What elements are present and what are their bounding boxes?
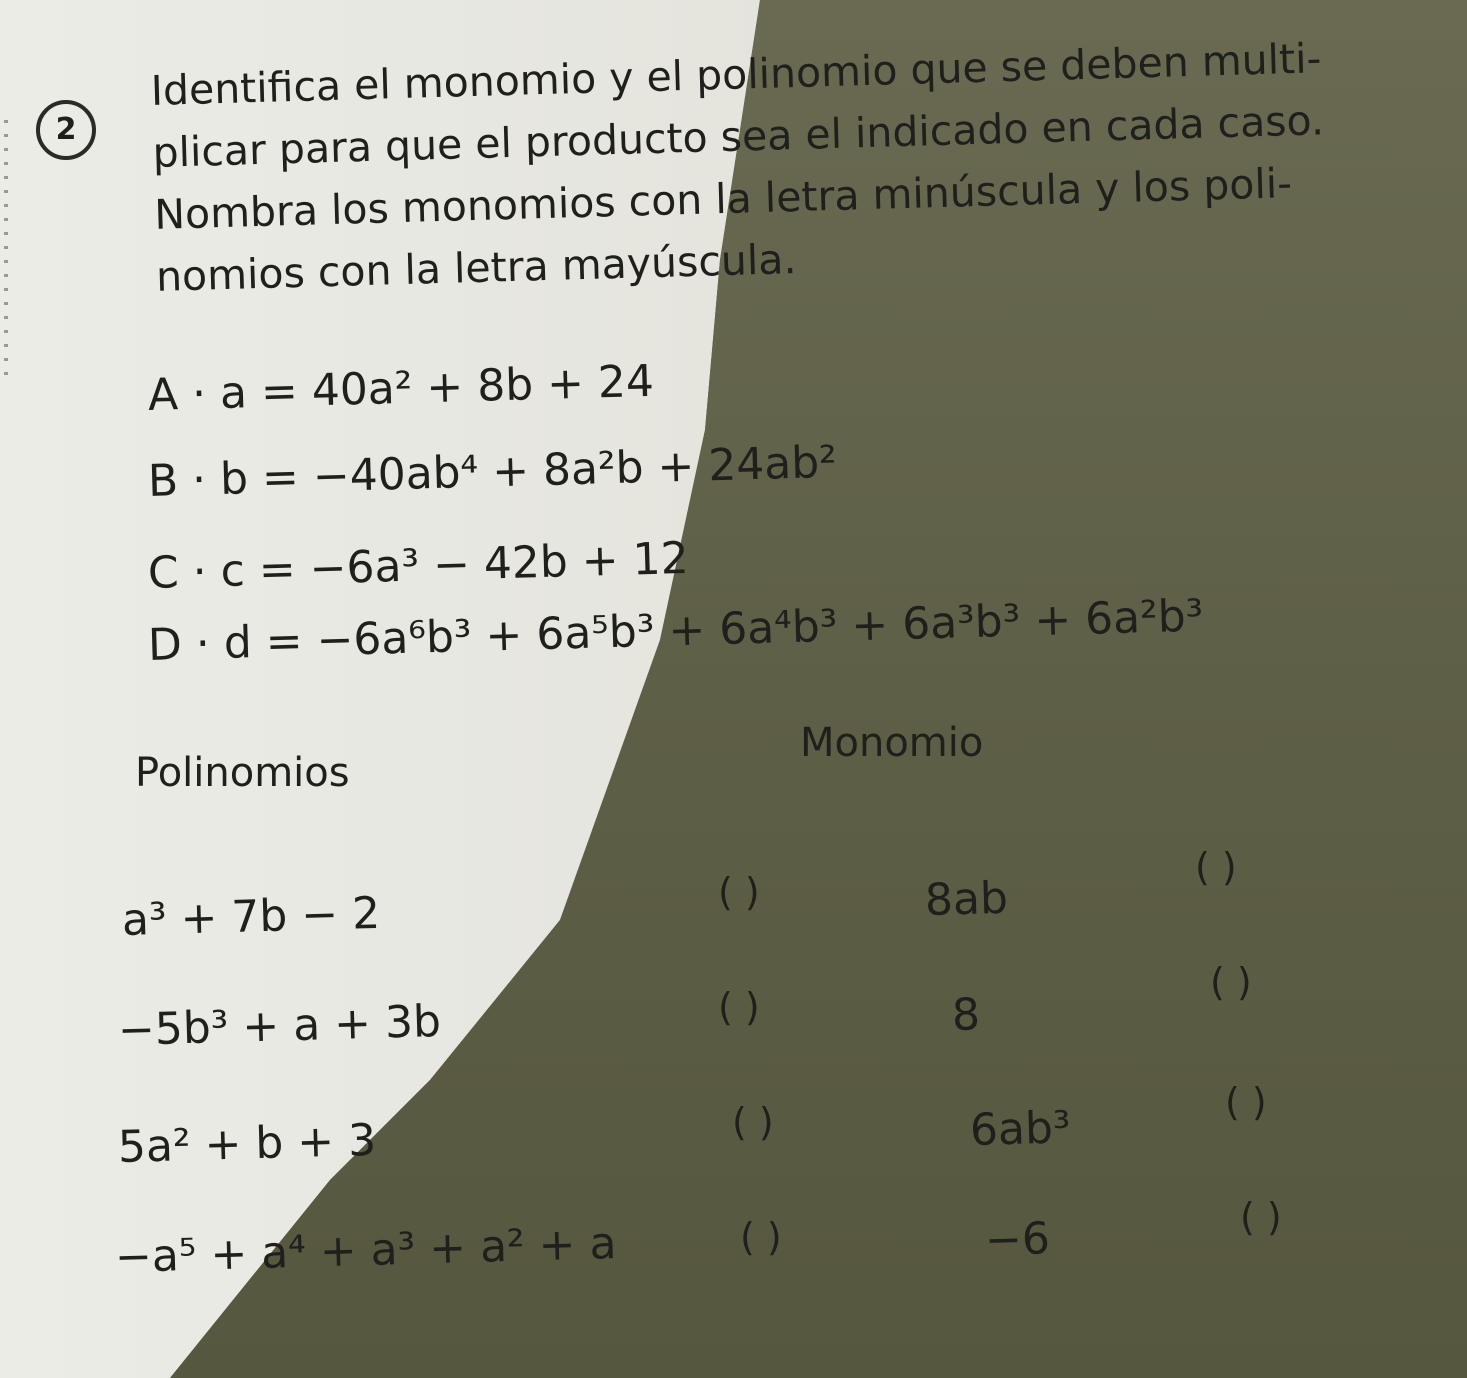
instruction-line: Identifica el monomio y el polinomio que se deben multi-	[150, 34, 1322, 115]
answer-blank-right[interactable]: ( )	[1240, 1195, 1282, 1239]
equation-a	[147, 356, 654, 421]
equation-rhs: 40a² + 8b + 24	[311, 355, 655, 417]
answer-blank-left[interactable]: ( )	[718, 870, 760, 914]
answer-blank-left[interactable]: ( )	[718, 985, 760, 1029]
answer-blank-left[interactable]: ( )	[732, 1100, 774, 1144]
polynomials-heading: Polinomios	[135, 750, 350, 796]
monomial-heading: Monomio	[800, 720, 984, 766]
exercise-number: 2	[36, 100, 96, 160]
answer-blank-right[interactable]: ( )	[1195, 845, 1237, 889]
monomial-item: 8	[951, 989, 981, 1041]
equation-lhs: B · b =	[147, 451, 314, 507]
monomial-item: 8ab	[924, 872, 1009, 926]
answer-blank-right[interactable]: ( )	[1225, 1080, 1267, 1124]
equation-lhs: A · a =	[147, 365, 313, 421]
equation-c	[147, 533, 689, 599]
polynomial-item: a³ + 7b − 2	[121, 887, 381, 946]
equation-rhs: −40ab⁴ + 8a²b + 24ab²	[312, 436, 838, 503]
instructions	[150, 24, 1446, 308]
equation-lhs: C · c =	[147, 543, 311, 599]
instruction-line: nomios con la letra mayúscula.	[155, 235, 798, 301]
polynomial-item: −5b³ + a + 3b	[117, 995, 442, 1056]
equation-rhs: −6a⁶b³ + 6a⁵b³ + 6a⁴b³ + 6a³b³ + 6a²b³	[315, 590, 1204, 667]
polynomial-item: −a⁵ + a⁴ + a³ + a² + a	[114, 1218, 618, 1283]
equation-d	[147, 591, 1204, 671]
monomial-item: −6	[984, 1213, 1051, 1266]
equation-rhs: −6a³ − 42b + 12	[308, 532, 690, 595]
instruction-line: Nombra los monomios con la letra minúscula y los poli-	[153, 159, 1293, 239]
instruction-line: plicar para que el producto sea el indicado en cada caso.	[151, 96, 1325, 177]
equation-lhs: D · d =	[147, 615, 318, 671]
answer-blank-left[interactable]: ( )	[740, 1215, 782, 1259]
answer-blank-right[interactable]: ( )	[1210, 960, 1252, 1004]
polynomial-item: 5a² + b + 3	[117, 1114, 377, 1173]
monomial-item: 6ab³	[969, 1102, 1072, 1156]
equation-b	[147, 437, 837, 507]
